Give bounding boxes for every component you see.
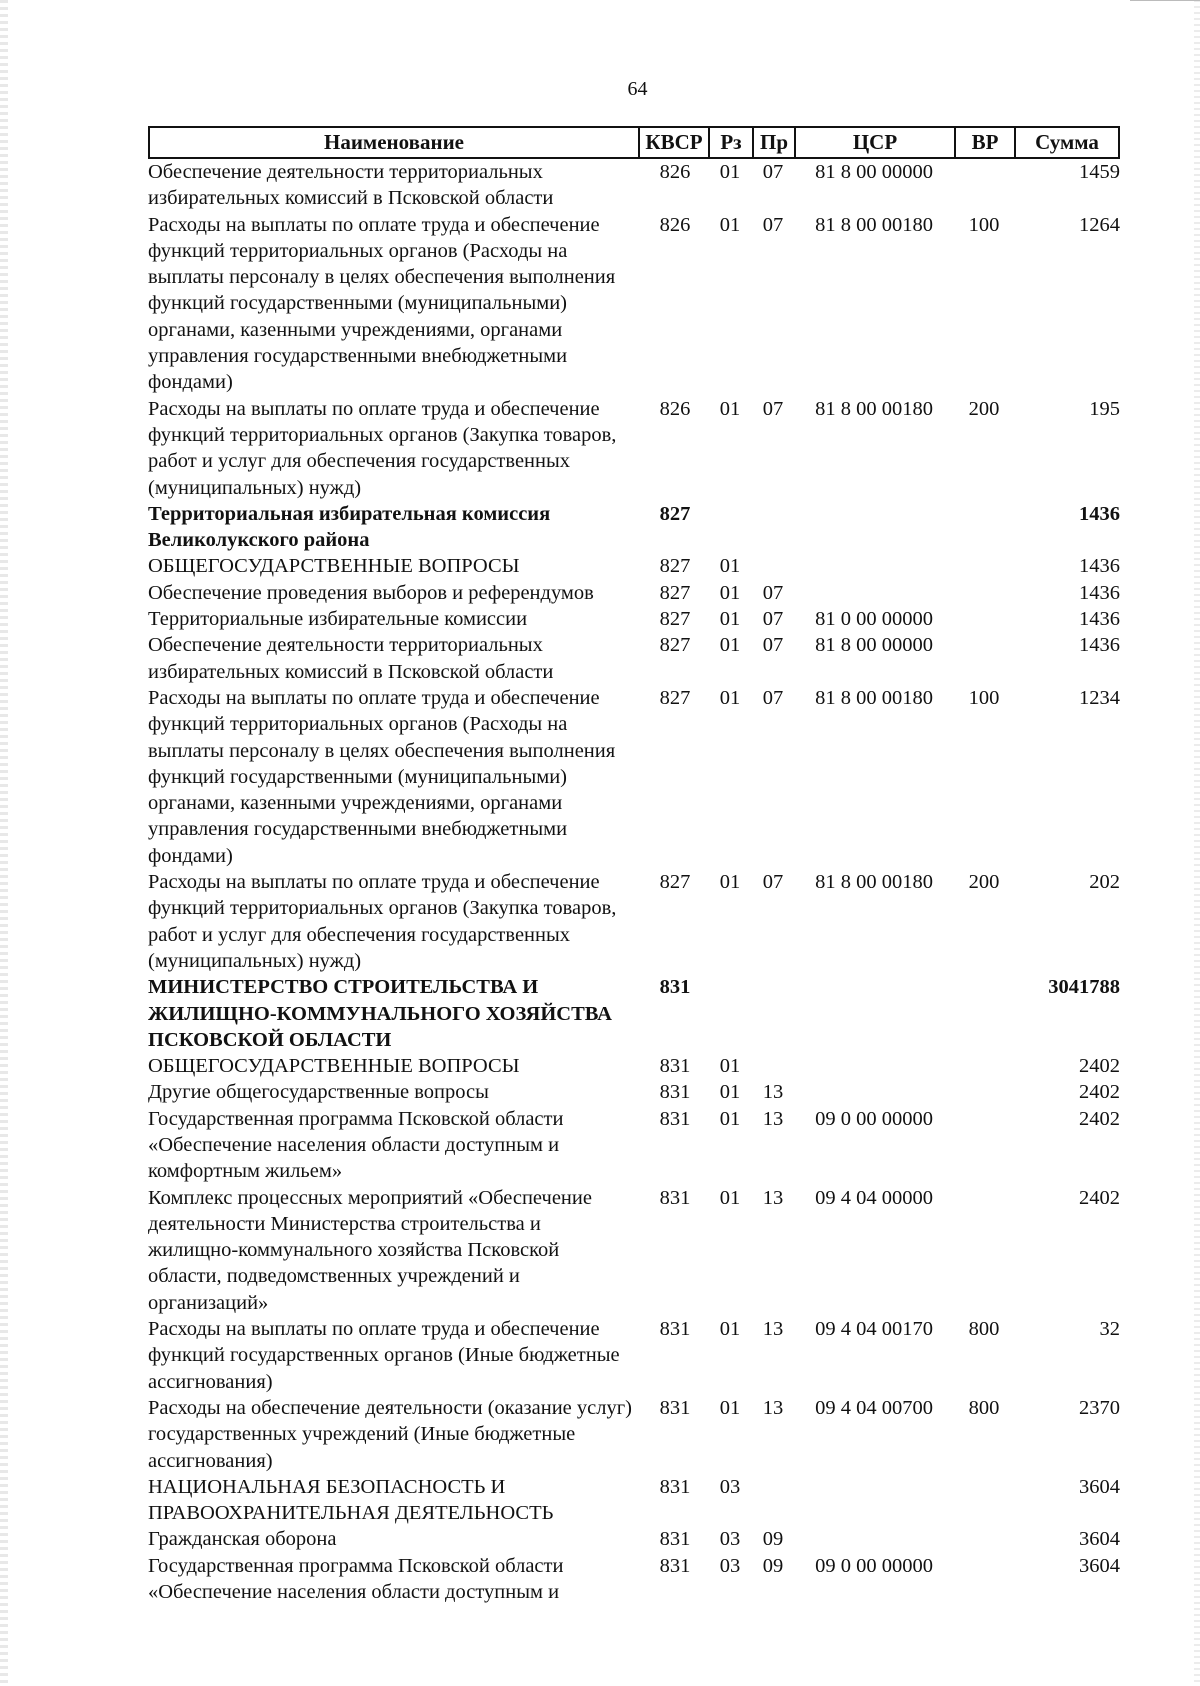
table-row bbox=[148, 1474, 1120, 1527]
cell-vr bbox=[954, 1553, 1014, 1606]
cell-pr: 13 bbox=[762, 1186, 784, 1209]
cell-name: Другие общегосударственные вопросы bbox=[148, 1081, 489, 1104]
header-pr: Пр bbox=[752, 126, 794, 159]
cell-sum: 32 bbox=[1099, 1318, 1120, 1341]
cell-sum: 2402 bbox=[1079, 1186, 1120, 1209]
cell-pr: 07 bbox=[762, 608, 784, 631]
table-row bbox=[148, 580, 1120, 606]
cell-rz: 01 bbox=[719, 1081, 741, 1104]
cell-kvsr: 826 bbox=[659, 397, 691, 420]
cell-pr: 13 bbox=[762, 1396, 784, 1419]
cell-csr: 09 4 04 00170 bbox=[815, 1318, 933, 1341]
cell-pr: 07 bbox=[762, 634, 784, 657]
cell-csr bbox=[794, 1526, 954, 1552]
cell-sum: 1264 bbox=[1079, 213, 1120, 236]
cell-kvsr: 831 bbox=[659, 1081, 691, 1104]
cell-rz: 01 bbox=[719, 1186, 741, 1209]
cell-kvsr: 827 bbox=[659, 686, 691, 709]
cell-kvsr: 831 bbox=[659, 1318, 691, 1341]
cell-vr: 100 bbox=[968, 686, 1000, 709]
cell-vr bbox=[954, 580, 1014, 606]
cell-name: Расходы на выплаты по оплате труда и обеспечение функций территориальных органов (Закупка товаров, работ и услуг для обеспечения государственных (муниципальных) нужд) bbox=[148, 871, 617, 972]
page-number: 64 bbox=[627, 78, 648, 100]
cell-rz: 01 bbox=[719, 686, 741, 709]
cell-sum: 2402 bbox=[1079, 1055, 1120, 1078]
cell-csr bbox=[794, 1079, 954, 1105]
cell-kvsr: 826 bbox=[659, 161, 691, 183]
cell-name: Государственная программа Псковской области «Обеспечение населения области доступным и bbox=[148, 1554, 564, 1604]
cell-csr: 09 0 00 00000 bbox=[815, 1107, 933, 1130]
cell-pr: 07 bbox=[762, 581, 784, 604]
table-row bbox=[148, 1185, 1120, 1316]
cell-sum: 195 bbox=[1089, 397, 1120, 420]
table-row bbox=[148, 212, 1120, 396]
cell-sum: 1436 bbox=[1079, 502, 1120, 525]
cell-name: ОБЩЕГОСУДАРСТВЕННЫЕ ВОПРОСЫ bbox=[148, 555, 520, 578]
cell-name: Обеспечение деятельности территориальных избирательных комиссий в Псковской области bbox=[148, 634, 554, 683]
cell-name: Территориальная избирательная комиссия Великолукского района bbox=[148, 502, 551, 552]
cell-csr: 81 8 00 00180 bbox=[815, 871, 933, 894]
table-row bbox=[148, 1106, 1120, 1185]
cell-name: Расходы на выплаты по оплате труда и обеспечение функций территориальных органов (Закупка товаров, работ и услуг для обеспечения государственных (муниципальных) нужд) bbox=[148, 397, 617, 499]
cell-rz: 01 bbox=[719, 871, 741, 894]
table-row bbox=[148, 396, 1120, 501]
cell-vr: 800 bbox=[968, 1318, 1000, 1341]
cell-kvsr: 831 bbox=[659, 1186, 691, 1209]
cell-rz: 01 bbox=[719, 213, 741, 236]
cell-sum: 3604 bbox=[1079, 1554, 1120, 1577]
table-row bbox=[148, 1395, 1120, 1474]
cell-vr bbox=[954, 553, 1014, 579]
cell-csr bbox=[794, 553, 954, 579]
cell-vr bbox=[954, 1185, 1014, 1316]
cell-pr: 07 bbox=[762, 686, 784, 709]
cell-name: Государственная программа Псковской области «Обеспечение населения области доступным и комфортным жильем» bbox=[148, 1107, 564, 1183]
cell-sum: 1436 bbox=[1079, 555, 1120, 578]
cell-sum: 1436 bbox=[1079, 608, 1120, 631]
cell-name: Обеспечение проведения выборов и референдумов bbox=[148, 581, 594, 604]
cell-vr bbox=[954, 1053, 1014, 1079]
table-row bbox=[148, 974, 1120, 1053]
cell-sum: 3604 bbox=[1079, 1475, 1120, 1498]
cell-vr: 100 bbox=[968, 213, 1000, 236]
header-rz: Рз bbox=[708, 126, 752, 159]
budget-table bbox=[148, 126, 1120, 1605]
cell-rz bbox=[708, 501, 752, 554]
cell-rz: 01 bbox=[719, 634, 741, 657]
table-row bbox=[148, 606, 1120, 632]
cell-name: Территориальные избирательные комиссии bbox=[148, 608, 528, 631]
table-body bbox=[148, 159, 1120, 1605]
table-row bbox=[148, 1526, 1120, 1552]
cell-sum: 2402 bbox=[1079, 1107, 1120, 1130]
cell-rz: 01 bbox=[719, 608, 741, 631]
cell-csr: 81 8 00 00180 bbox=[815, 397, 933, 420]
cell-csr bbox=[794, 501, 954, 554]
table-row bbox=[148, 1553, 1120, 1606]
cell-pr: 09 bbox=[762, 1554, 784, 1577]
cell-name: Комплекс процессных мероприятий «Обеспечение деятельности Министерства строительства и жилищно-коммунального хозяйства Псковской области, подведомственных учреждений и организаций» bbox=[148, 1186, 592, 1314]
cell-csr: 81 8 00 00000 bbox=[815, 634, 933, 657]
header-vr: ВР bbox=[954, 126, 1014, 159]
table-row bbox=[148, 869, 1120, 974]
cell-sum: 1436 bbox=[1079, 634, 1120, 657]
cell-csr: 81 8 00 00000 bbox=[815, 161, 933, 183]
cell-csr bbox=[794, 1053, 954, 1079]
cell-pr: 07 bbox=[762, 213, 784, 236]
cell-pr: 07 bbox=[762, 871, 784, 894]
cell-rz: 03 bbox=[719, 1554, 741, 1577]
cell-vr bbox=[954, 632, 1014, 685]
cell-rz: 01 bbox=[719, 1318, 741, 1341]
cell-sum: 1436 bbox=[1079, 581, 1120, 604]
cell-sum: 202 bbox=[1089, 871, 1120, 894]
table-row bbox=[148, 1079, 1120, 1105]
cell-pr: 09 bbox=[762, 1528, 784, 1551]
table-row bbox=[148, 1316, 1120, 1395]
cell-kvsr: 827 bbox=[659, 608, 691, 631]
cell-vr: 200 bbox=[968, 871, 1000, 894]
cell-csr: 81 0 00 00000 bbox=[815, 608, 933, 631]
cell-pr: 13 bbox=[762, 1318, 784, 1341]
cell-vr bbox=[954, 1526, 1014, 1552]
cell-name: Расходы на выплаты по оплате труда и обеспечение функций государственных органов (Иные бюджетные ассигнования) bbox=[148, 1318, 620, 1393]
cell-name: Расходы на обеспечение деятельности (оказание услуг) государственных учреждений (Иные бюджетные ассигнования) bbox=[148, 1396, 632, 1472]
cell-pr bbox=[752, 974, 794, 1053]
cell-pr bbox=[752, 1053, 794, 1079]
cell-rz: 01 bbox=[719, 397, 741, 420]
cell-pr: 13 bbox=[762, 1107, 784, 1130]
cell-pr: 07 bbox=[762, 397, 784, 420]
header-sum: Сумма bbox=[1014, 126, 1120, 159]
cell-pr: 13 bbox=[762, 1081, 784, 1104]
table-header bbox=[148, 126, 1120, 159]
cell-csr bbox=[794, 1474, 954, 1527]
cell-csr: 81 8 00 00180 bbox=[815, 686, 933, 709]
cell-kvsr: 827 bbox=[659, 555, 691, 578]
cell-vr bbox=[954, 159, 1014, 212]
cell-csr bbox=[794, 974, 954, 1053]
cell-rz: 01 bbox=[719, 1107, 741, 1130]
cell-kvsr: 831 bbox=[659, 1107, 691, 1130]
cell-rz: 01 bbox=[719, 161, 741, 183]
cell-vr bbox=[954, 1079, 1014, 1105]
cell-vr bbox=[954, 1474, 1014, 1527]
cell-kvsr: 827 bbox=[659, 871, 691, 894]
cell-rz: 01 bbox=[719, 1396, 741, 1419]
cell-name: МИНИСТЕРСТВО СТРОИТЕЛЬСТВА И ЖИЛИЩНО-КОММУНАЛЬНОГО ХОЗЯЙСТВА ПСКОВСКОЙ ОБЛАСТИ bbox=[148, 976, 612, 1051]
scan-corner-mark bbox=[1130, 0, 1200, 5]
cell-vr bbox=[954, 974, 1014, 1053]
cell-kvsr: 827 bbox=[659, 581, 691, 604]
cell-vr: 200 bbox=[968, 397, 1000, 420]
table-row bbox=[148, 685, 1120, 869]
table-row bbox=[148, 159, 1120, 212]
cell-name: НАЦИОНАЛЬНАЯ БЕЗОПАСНОСТЬ И ПРАВООХРАНИТЕЛЬНАЯ ДЕЯТЕЛЬНОСТЬ bbox=[148, 1475, 554, 1525]
cell-csr: 09 0 00 00000 bbox=[815, 1554, 933, 1577]
table-row bbox=[148, 553, 1120, 579]
cell-csr bbox=[794, 580, 954, 606]
table-row bbox=[148, 501, 1120, 554]
cell-csr: 09 4 04 00700 bbox=[815, 1396, 933, 1419]
cell-vr: 800 bbox=[968, 1396, 1000, 1419]
table-row bbox=[148, 1053, 1120, 1079]
cell-kvsr: 831 bbox=[659, 976, 691, 999]
cell-pr: 07 bbox=[762, 161, 784, 183]
cell-vr bbox=[954, 501, 1014, 554]
cell-sum: 2370 bbox=[1079, 1396, 1120, 1419]
cell-rz: 01 bbox=[719, 1055, 741, 1078]
cell-csr: 81 8 00 00180 bbox=[815, 213, 933, 236]
cell-rz: 03 bbox=[719, 1475, 741, 1498]
cell-kvsr: 831 bbox=[659, 1528, 691, 1551]
cell-kvsr: 831 bbox=[659, 1055, 691, 1078]
cell-pr bbox=[752, 501, 794, 554]
cell-name: ОБЩЕГОСУДАРСТВЕННЫЕ ВОПРОСЫ bbox=[148, 1055, 520, 1078]
cell-kvsr: 827 bbox=[659, 502, 691, 525]
cell-rz bbox=[708, 974, 752, 1053]
cell-kvsr: 831 bbox=[659, 1396, 691, 1419]
cell-name: Расходы на выплаты по оплате труда и обеспечение функций территориальных органов (Расходы на выплаты персоналу в целях обеспечения выполнения функций государственными (муниципальными) органами, казенными учреждениями, органами управления государственными внебюджетными фондами) bbox=[148, 686, 616, 867]
header-csr: ЦСР bbox=[794, 126, 954, 159]
cell-sum: 2402 bbox=[1079, 1081, 1120, 1104]
cell-sum: 3041788 bbox=[1048, 976, 1120, 999]
cell-rz: 03 bbox=[719, 1528, 741, 1551]
cell-name: Обеспечение деятельности территориальных избирательных комиссий в Псковской области bbox=[148, 161, 554, 210]
header-kvsr: КВСР bbox=[638, 126, 708, 159]
cell-sum: 1459 bbox=[1079, 161, 1120, 183]
cell-kvsr: 827 bbox=[659, 634, 691, 657]
cell-name: Расходы на выплаты по оплате труда и обеспечение функций территориальных органов (Расходы на выплаты персоналу в целях обеспечения выполнения функций государственными (муниципальными) органами, казенными учреждениями, органами управления государственными внебюджетными фондами) bbox=[148, 213, 616, 394]
cell-sum: 1234 bbox=[1079, 686, 1120, 709]
cell-kvsr: 831 bbox=[659, 1475, 691, 1498]
scan-edge-right bbox=[1194, 0, 1200, 1686]
cell-rz: 01 bbox=[719, 581, 741, 604]
cell-kvsr: 831 bbox=[659, 1554, 691, 1577]
cell-sum: 3604 bbox=[1079, 1528, 1120, 1551]
cell-name: Гражданская оборона bbox=[148, 1528, 337, 1551]
table-row bbox=[148, 632, 1120, 685]
scan-edge-left bbox=[0, 0, 8, 1686]
cell-vr bbox=[954, 606, 1014, 632]
cell-pr bbox=[752, 1474, 794, 1527]
cell-rz: 01 bbox=[719, 555, 741, 578]
cell-csr: 09 4 04 00000 bbox=[815, 1186, 933, 1209]
cell-vr bbox=[954, 1106, 1014, 1185]
header-name: Наименование bbox=[148, 126, 638, 159]
cell-pr bbox=[752, 553, 794, 579]
cell-kvsr: 826 bbox=[659, 213, 691, 236]
